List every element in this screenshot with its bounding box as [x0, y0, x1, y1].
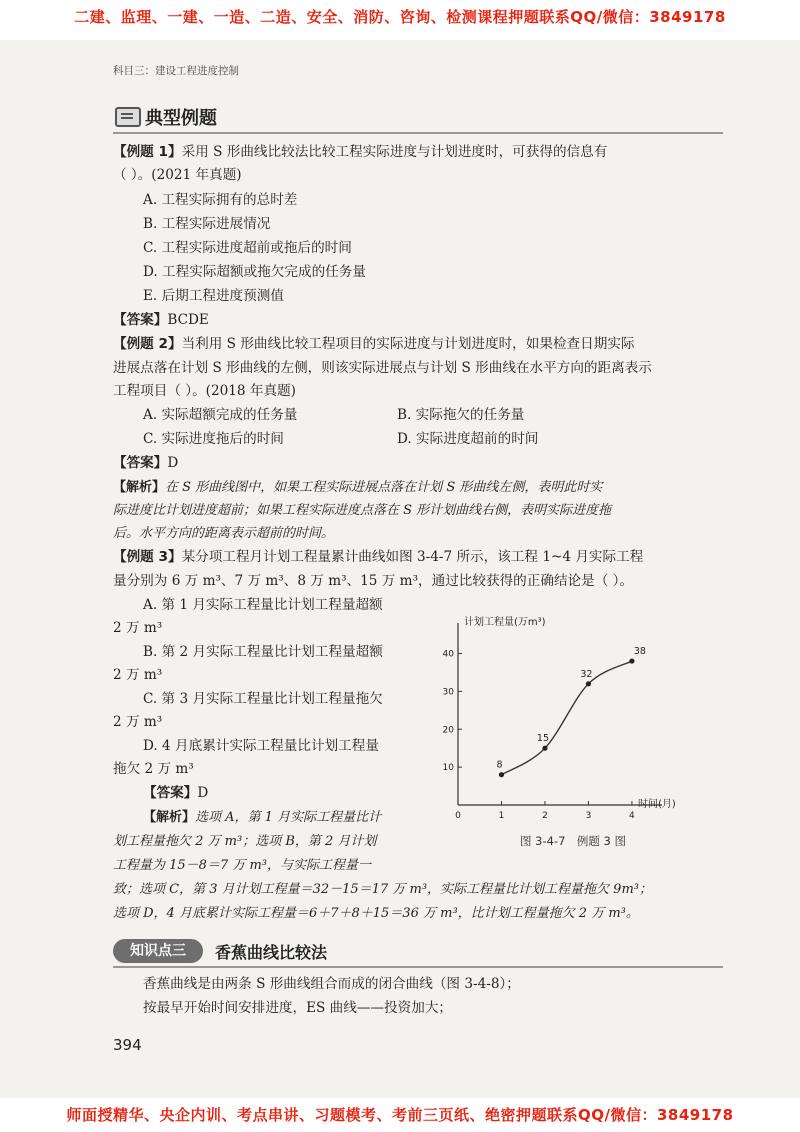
example-3-analysis-line-5: 选项 D，4 月底累计实际工程量＝6＋7＋8＋15＝36 万 m³，比计划工程量拖欠 2 万 m³。 [113, 906, 639, 921]
example-2-option-d: D. 实际进度超前的时间 [397, 431, 539, 447]
answer-tag: 【答案】 [143, 785, 198, 801]
example-3-option-d: D. 4 月底累计实际工程量比计划工程量 [143, 738, 379, 754]
knowledge-point-header [113, 938, 723, 968]
example-2-tag: 【例题 2】 [113, 336, 182, 352]
example-3-option-a-cont: 2 万 m³ [113, 620, 163, 636]
figure-caption: 图 3-4-7 例题 3 图 [520, 834, 627, 848]
example-1-question [113, 141, 733, 164]
example-3-chart [432, 605, 692, 865]
notebook-icon [115, 107, 141, 127]
example-2-analysis [113, 476, 733, 499]
y-axis-label: 计划工程量(万m³) [464, 617, 546, 628]
analysis-tag: 【解析】 [113, 480, 166, 495]
example-1-option-c: C. 工程实际进度超前或拖后的时间 [143, 240, 352, 256]
example-3-answer [143, 782, 343, 805]
page-number: 394 [113, 1036, 142, 1054]
example-2-analysis-line-3: 后。水平方向的距离表示超前的时间。 [113, 526, 335, 541]
example-1-answer [113, 309, 733, 332]
example-3-analysis-line-3: 工程量为 15－8＝7 万 m³，与实际工程量一 [113, 858, 372, 873]
answer-tag: 【答案】 [113, 312, 168, 328]
example-3-option-a: A. 第 1 月实际工程量比计划工程量超额 [143, 597, 383, 613]
example-2-question [113, 333, 733, 356]
example-1-option-a: A. 工程实际拥有的总时差 [143, 192, 298, 208]
top-ad-banner: 二建、监理、一建、一造、二造、安全、消防、咨询、检测课程押题联系QQ/微信：3849178 [0, 0, 800, 40]
example-2-line-2: 进展点落在计划 S 形曲线的左侧，则该实际进展点与计划 S 形曲线在水平方向的距离表示 [113, 360, 652, 376]
answer-value: BCDE [167, 312, 209, 328]
y-tick-label: 20 [442, 725, 454, 736]
plan-curve [501, 661, 631, 775]
example-3-line-1: 某分项工程月计划工程量累计曲线如图 3-4-7 所示，该工程 1~4 月实际工程 [181, 549, 644, 565]
x-tick-label: 3 [585, 811, 592, 821]
knowledge-point-line-1: 香蕉曲线是由两条 S 形曲线组合而成的闭合曲线（图 3-4-8）； [143, 976, 520, 992]
chart-svg [432, 605, 692, 830]
data-label: 38 [633, 646, 646, 658]
example-3-option-c: C. 第 3 月实际工程量比计划工程量拖欠 [143, 691, 383, 707]
data-point [499, 772, 504, 777]
analysis-tag: 【解析】 [143, 810, 196, 825]
example-1-option-b: B. 工程实际进展情况 [143, 216, 271, 232]
y-tick-label: 10 [442, 763, 454, 774]
x-tick-label: 2 [542, 811, 548, 821]
y-tick-label: 30 [442, 687, 454, 698]
example-2-option-c: C. 实际进度拖后的时间 [143, 431, 284, 447]
example-2-line-3: 工程项目（ ）。(2018 年真题) [113, 383, 296, 399]
analysis-line-1: 在 S 形曲线图中，如果工程实际进展点落在计划 S 形曲线左侧，表明此时实 [165, 480, 603, 495]
knowledge-point-title: 香蕉曲线比较法 [215, 943, 328, 962]
example-2-option-b: B. 实际拖欠的任务量 [397, 407, 525, 423]
section-title: 典型例题 [145, 108, 217, 129]
example-3-line-2: 量分别为 6 万 m³、7 万 m³、8 万 m³、15 万 m³，通过比较获得的正确结论是（ ）。 [113, 573, 634, 589]
x-tick-label: 0 [455, 811, 461, 821]
example-2-answer [113, 452, 733, 475]
example-3-question [113, 546, 733, 569]
answer-tag: 【答案】 [113, 455, 168, 471]
example-3-option-c-cont: 2 万 m³ [113, 714, 163, 730]
example-3-option-d-cont: 拖欠 2 万 m³ [113, 761, 194, 777]
data-point [629, 658, 634, 663]
x-axis-label: 时间(月) [638, 799, 676, 810]
bottom-ad-banner: 师面授精华、央企内训、考点串讲、习题模考、考前三页纸、绝密押题联系QQ/微信：3849178 [0, 1098, 800, 1132]
answer-value: D [197, 785, 209, 801]
running-head: 科目三：建设工程进度控制 [113, 65, 239, 77]
example-1-line-2: （ ）。(2021 年真题) [113, 167, 242, 183]
section-header [113, 102, 723, 134]
example-3-analysis-line-2: 划工程量拖欠 2 万 m³；选项 B，第 2 月计划 [113, 834, 377, 849]
knowledge-point-line-2: 按最早开始时间安排进度，ES 曲线——投资加大； [143, 1000, 453, 1016]
example-2-option-a: A. 实际超额完成的任务量 [143, 407, 298, 423]
example-3-analysis-line-4: 致；选项 C，第 3 月计划工程量＝32－15＝17 万 m³，实际工程量比计划工程量拖欠 9m³； [113, 882, 652, 897]
data-point [542, 746, 547, 751]
analysis-line-1: 选项 A，第 1 月实际工程量比计 [195, 810, 382, 825]
x-tick-label: 4 [629, 811, 635, 821]
example-2-analysis-line-2: 际进度比计划进度超前；如果工程实际进度点落在 S 形计划曲线右侧，表明实际进度拖 [113, 503, 612, 518]
example-3-option-b: B. 第 2 月实际工程量比计划工程量超额 [143, 644, 383, 660]
example-1-tag: 【例题 1】 [113, 144, 182, 160]
example-1-option-d: D. 工程实际超额或拖欠完成的任务量 [143, 264, 366, 280]
answer-value: D [167, 455, 179, 471]
example-3-tag: 【例题 3】 [113, 549, 182, 565]
x-tick-label: 1 [498, 811, 505, 821]
data-label: 15 [536, 733, 550, 745]
example-1-option-e: E. 后期工程进度预测值 [143, 288, 284, 304]
data-point [586, 681, 591, 686]
data-label: 32 [580, 668, 593, 680]
y-tick-label: 40 [442, 649, 454, 660]
knowledge-point-badge: 知识点三 [113, 939, 203, 963]
example-2-line-1: 当利用 S 形曲线比较工程项目的实际进度与计划进度时，如果检查日期实际 [181, 336, 635, 352]
example-3-option-b-cont: 2 万 m³ [113, 667, 163, 683]
example-1-line-1: 采用 S 形曲线比较法比较工程实际进度与计划进度时，可获得的信息有 [181, 144, 608, 160]
data-label: 8 [496, 759, 503, 771]
